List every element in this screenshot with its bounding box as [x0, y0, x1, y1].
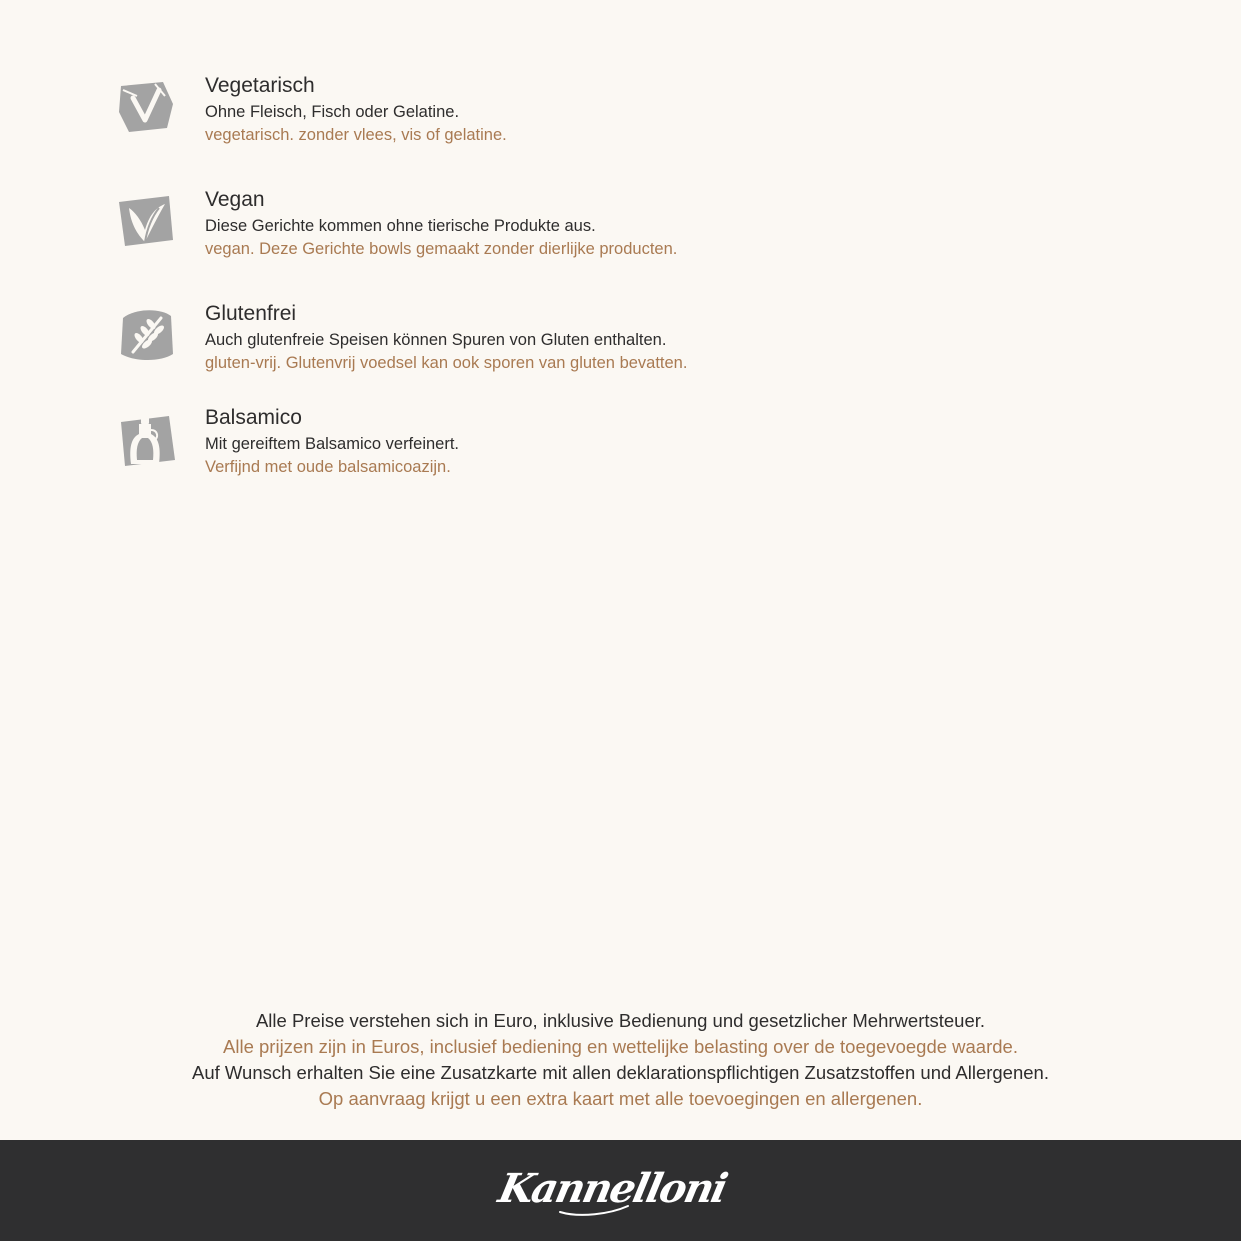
footnote-allergens-de: Auf Wunsch erhalten Sie eine Zusatzkarte mit allen deklarationspflichtigen Zusatzstoffen und Allergenen. — [192, 1062, 1049, 1083]
logo-wordmark: Kannelloni — [494, 1164, 731, 1212]
gluten-free-icon — [115, 304, 177, 366]
price-footnote — [0, 1008, 1241, 1112]
legend-description-nl: Verfijnd met oude balsamicoazijn. — [205, 458, 451, 476]
legend-description-de: Diese Gerichte kommen ohne tierische Produkte aus. — [205, 217, 596, 235]
footnote-allergens-nl: Op aanvraag krijgt u een extra kaart met alle toevoegingen en allergenen. — [318, 1088, 923, 1109]
footnote-prices-nl: Alle prijzen zijn in Euros, inclusief bediening en wettelijke belasting over de toegevoegde waarde. — [223, 1036, 1018, 1057]
legend-description-nl: gluten-vrij. Glutenvrij voedsel kan ook sporen van gluten bevatten. — [205, 354, 688, 372]
vegetarian-icon — [115, 76, 177, 138]
legend-description-de: Ohne Fleisch, Fisch oder Gelatine. — [205, 103, 460, 121]
legend-text — [205, 300, 687, 375]
legend-text — [205, 72, 507, 147]
legend-title: Glutenfrei — [205, 302, 297, 325]
legend-title: Vegetarisch — [205, 74, 315, 97]
legend-description-nl: vegetarisch. zonder vlees, vis of gelatine. — [205, 126, 507, 144]
legend-text — [205, 404, 459, 479]
legend-description-de: Auch glutenfreie Speisen können Spuren von Gluten enthalten. — [205, 331, 667, 349]
legend-title: Vegan — [205, 188, 265, 211]
legend-description-nl: vegan. Deze Gerichte bowls gemaakt zonder dierlijke producten. — [205, 240, 678, 258]
footer-bar — [0, 1140, 1241, 1241]
legend-description-de: Mit gereiftem Balsamico verfeinert. — [205, 435, 460, 453]
legend-text — [205, 186, 677, 261]
balsamic-bottle-icon — [115, 408, 177, 470]
footnote-prices-de: Alle Preise verstehen sich in Euro, inklusive Bedienung und gesetzlicher Mehrwertsteuer. — [255, 1010, 986, 1031]
kannelloni-logo — [494, 1158, 731, 1222]
vegan-leaf-icon — [115, 190, 177, 252]
legend-title: Balsamico — [205, 406, 302, 429]
